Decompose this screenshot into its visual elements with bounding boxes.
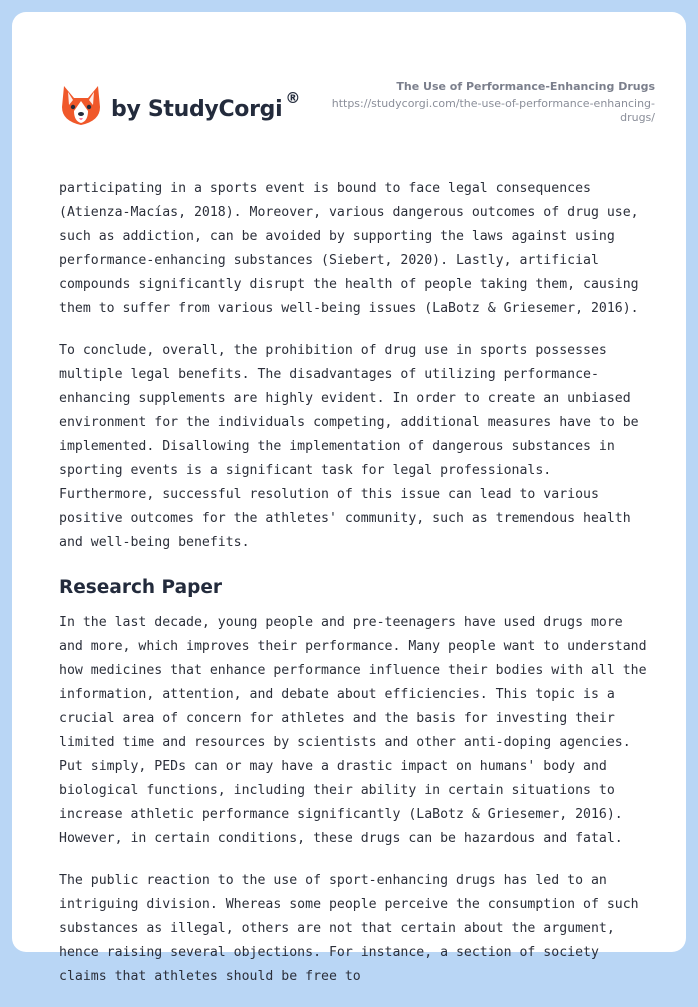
registered-mark: ®	[285, 89, 301, 107]
corgi-icon	[60, 83, 102, 129]
paragraph: To conclude, overall, the prohibition of drug use in sports possesses multiple legal benefits. The disadvantages of utilizing performance-enhancing supplements are highly evident. In order to create an unbiased environment for the individuals competing, additional measures have to be implemented. Disallowing the implementation of dangerous substances in sporting events is a significant task for legal professionals. Furthermore, successful resolution of this issue can lead to various positive outcomes for the athletes' community, such as tremendous health and well-being benefits.	[59, 343, 639, 550]
paragraph: The public reaction to the use of sport-enhancing drugs has led to an intriguing division. Whereas some people perceive the consumption of such substances as illegal, others are not that certain about the argument, hence raising several objections. For instance, a section of society claims that athletes should be free to	[59, 873, 639, 984]
document-page	[12, 12, 686, 984]
brand-name: by StudyCorgi	[111, 96, 283, 122]
document-meta	[310, 80, 655, 125]
section-heading: Research Paper	[59, 577, 222, 598]
paragraph: participating in a sports event is bound to face legal consequences (Atienza-Macías, 2018). Moreover, various dangerous outcomes of drug use, such as addiction, can be avoided by supporting the laws against using performance-enhancing substances (Siebert, 2020). Lastly, artificial compounds significantly disrupt the health of people taking them, causing them to suffer from various well-being issues (LaBotz & Griesemer, 2016).	[59, 181, 639, 316]
paragraph: In the last decade, young people and pre-teenagers have used drugs more and more, which improves their performance. Many people want to understand how medicines that enhance performance influence their bodies with all the information, attention, and debate about efficiencies. This topic is a crucial area of concern for athletes and the basis for investing their limited time and resources by scientists and other anti-doping agencies. Put simply, PEDs can or may have a drastic impact on humans' body and biological functions, including their ability in certain situations to increase athletic performance significantly (LaBotz & Griesemer, 2016). However, in certain conditions, these drugs can be hazardous and fatal.	[59, 615, 647, 846]
document-body	[59, 177, 653, 1007]
document-url[interactable]: https://studycorgi.com/the-use-of-performance-enhancing-drugs/	[331, 97, 655, 124]
studycorgi-logo[interactable]	[60, 76, 300, 136]
document-title: The Use of Performance-Enhancing Drugs	[396, 80, 655, 93]
